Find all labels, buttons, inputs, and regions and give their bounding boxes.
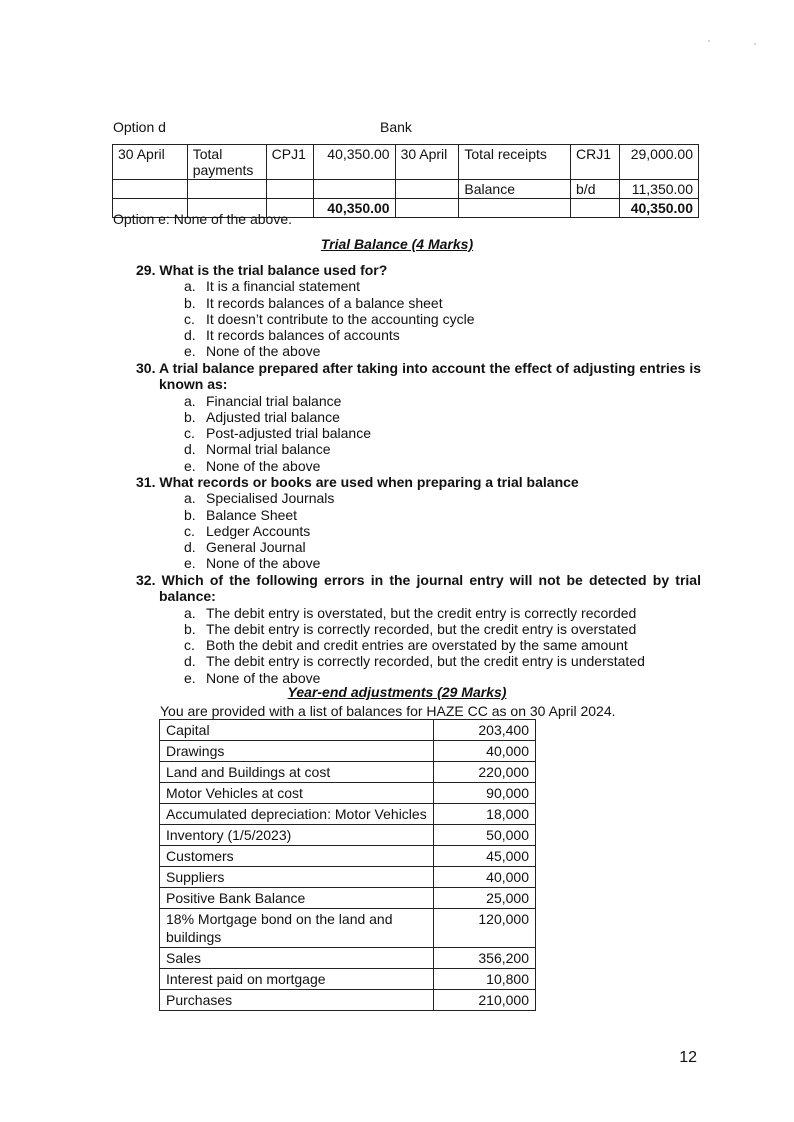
option-letter: c. <box>184 425 195 442</box>
table-row <box>160 783 536 804</box>
table-row <box>160 990 536 1011</box>
option-text: It records balances of accounts <box>206 327 400 344</box>
option-text: The debit entry is overstated, but the credit entry is correctly recorded <box>206 604 637 621</box>
balance-value: 203,400 <box>434 720 536 741</box>
answer-option <box>136 343 701 359</box>
option-letter: d. <box>184 327 196 344</box>
answer-option <box>136 393 701 409</box>
year-end-adjustments-heading: Year-end adjustments (29 Marks) <box>287 684 507 700</box>
balance-item: Land and Buildings at cost <box>160 762 434 783</box>
option-letter: b. <box>184 506 196 523</box>
option-letter: e. <box>184 457 196 474</box>
option-text: Financial trial balance <box>206 392 342 409</box>
answer-option <box>136 555 701 571</box>
option-text: Post-adjusted trial balance <box>206 425 371 442</box>
ledger-date: 30 April <box>395 145 459 180</box>
table-row <box>160 804 536 825</box>
balance-value: 50,000 <box>434 825 536 846</box>
option-text: Ledger Accounts <box>206 522 311 539</box>
balances-intro-text: You are provided with a list of balances for HAZE CC as on 30 April 2024. <box>160 703 616 719</box>
table-row <box>160 825 536 846</box>
answer-option <box>136 490 701 506</box>
question-text: 29. What is the trial balance used for? <box>136 262 388 278</box>
answer-option <box>136 278 701 294</box>
table-row <box>160 909 536 948</box>
option-text: It records balances of a balance sheet <box>206 294 443 311</box>
ledger-total: 40,350.00 <box>313 199 395 218</box>
option-text: None of the above <box>206 555 321 572</box>
answer-option <box>136 441 701 457</box>
balance-item: Sales <box>160 948 434 969</box>
question-text: 31. What records or books are used when preparing a trial balance <box>136 474 579 490</box>
balance-item: Purchases <box>160 990 434 1011</box>
question-29 <box>136 262 701 360</box>
balance-value: 45,000 <box>434 846 536 867</box>
option-letter: a. <box>184 490 196 507</box>
balance-value: 220,000 <box>434 762 536 783</box>
option-text: The debit entry is correctly recorded, but the credit entry is understated <box>206 653 645 670</box>
answer-option <box>136 507 701 523</box>
answer-option <box>136 653 701 669</box>
ledger-folio <box>571 199 620 218</box>
option-d-label: Option d <box>113 119 166 135</box>
question-text: 30. A trial balance prepared after taking into account the effect of adjusting entries is known as: <box>136 360 701 393</box>
balance-value: 210,000 <box>434 990 536 1011</box>
option-letter: e. <box>184 669 196 686</box>
option-text: None of the above <box>206 669 321 686</box>
option-letter: d. <box>184 441 196 458</box>
table-row <box>160 846 536 867</box>
option-text: It doesn’t contribute to the accounting cycle <box>206 310 475 327</box>
ledger-total: 40,350.00 <box>619 199 698 218</box>
question-32 <box>136 572 701 686</box>
ledger-folio: CPJ1 <box>266 145 313 180</box>
ledger-date <box>395 199 459 218</box>
option-letter: b. <box>184 294 196 311</box>
option-text: Both the debit and credit entries are overstated by the same amount <box>206 637 628 654</box>
balances-table <box>159 719 536 1011</box>
ledger-date <box>113 180 188 199</box>
balance-value: 120,000 <box>434 909 536 948</box>
table-row <box>160 969 536 990</box>
balance-value: 356,200 <box>434 948 536 969</box>
table-row <box>160 741 536 762</box>
option-letter: c. <box>184 522 195 539</box>
table-row <box>160 867 536 888</box>
page-number: 12 <box>679 1049 697 1066</box>
option-letter: e. <box>184 343 196 360</box>
balance-value: 25,000 <box>434 888 536 909</box>
ledger-details: Balance <box>459 180 571 199</box>
ledger-amount <box>313 180 395 199</box>
balance-value: 90,000 <box>434 783 536 804</box>
table-row <box>113 180 699 199</box>
option-text: Normal trial balance <box>206 441 331 458</box>
answer-option <box>136 621 701 637</box>
ledger-details <box>459 199 571 218</box>
option-letter: a. <box>184 604 196 621</box>
answer-option <box>136 295 701 311</box>
option-e-text: Option e: None of the above. <box>113 211 293 227</box>
option-letter: c. <box>184 310 195 327</box>
option-text: Specialised Journals <box>206 490 335 507</box>
answer-options <box>136 605 701 686</box>
answer-option <box>136 327 701 343</box>
bank-ledger-table <box>112 144 699 218</box>
option-letter: e. <box>184 555 196 572</box>
balance-item: Capital <box>160 720 434 741</box>
answer-option <box>136 458 701 474</box>
option-text: The debit entry is correctly recorded, but the credit entry is overstated <box>206 620 637 637</box>
table-row <box>160 948 536 969</box>
question-text: 32. Which of the following errors in the journal entry will not be detected by trial balance: <box>136 572 701 605</box>
table-row <box>160 762 536 783</box>
option-letter: d. <box>184 653 196 670</box>
ledger-date: 30 April <box>113 145 188 180</box>
option-letter: a. <box>184 392 196 409</box>
balance-item: 18% Mortgage bond on the land and buildings <box>160 909 434 948</box>
option-text: None of the above <box>206 343 321 360</box>
option-text: Balance Sheet <box>206 506 298 523</box>
trial-balance-heading: Trial Balance (4 Marks) <box>320 236 474 252</box>
ledger-folio: CRJ1 <box>571 145 620 180</box>
answer-options <box>136 278 701 359</box>
option-letter: c. <box>184 637 195 654</box>
option-letter: d. <box>184 539 196 556</box>
ledger-amount: 40,350.00 <box>313 145 395 180</box>
answer-option <box>136 539 701 555</box>
ledger-amount: 29,000.00 <box>619 145 698 180</box>
answer-option <box>136 311 701 327</box>
balance-value: 10,800 <box>434 969 536 990</box>
balance-item: Motor Vehicles at cost <box>160 783 434 804</box>
table-row <box>160 888 536 909</box>
answer-option <box>136 409 701 425</box>
balance-item: Accumulated depreciation: Motor Vehicles <box>160 804 434 825</box>
ledger-date <box>395 180 459 199</box>
ledger-amount: 11,350.00 <box>619 180 698 199</box>
table-row <box>113 145 699 180</box>
balance-item: Drawings <box>160 741 434 762</box>
option-text: None of the above <box>206 457 321 474</box>
balance-item: Interest paid on mortgage <box>160 969 434 990</box>
ledger-details: Total payments <box>187 145 266 180</box>
option-text: General Journal <box>206 539 306 556</box>
balance-item: Customers <box>160 846 434 867</box>
table-row <box>160 720 536 741</box>
ledger-folio <box>266 180 313 199</box>
ledger-details: Total receipts <box>459 145 571 180</box>
answer-options <box>136 490 701 571</box>
scan-speck <box>708 40 710 42</box>
option-text: Adjusted trial balance <box>206 408 340 425</box>
answer-option <box>136 425 701 441</box>
balance-value: 18,000 <box>434 804 536 825</box>
question-31 <box>136 474 701 572</box>
option-letter: b. <box>184 408 196 425</box>
answer-option <box>136 605 701 621</box>
answer-option <box>136 637 701 653</box>
option-letter: b. <box>184 620 196 637</box>
balance-value: 40,000 <box>434 741 536 762</box>
balance-value: 40,000 <box>434 867 536 888</box>
scan-speck <box>754 43 756 45</box>
option-letter: a. <box>184 278 196 295</box>
balance-item: Suppliers <box>160 867 434 888</box>
answer-options <box>136 393 701 474</box>
answer-option <box>136 523 701 539</box>
balance-item: Inventory (1/5/2023) <box>160 825 434 846</box>
ledger-details <box>187 180 266 199</box>
balance-item: Positive Bank Balance <box>160 888 434 909</box>
question-30 <box>136 360 701 474</box>
option-text: It is a financial statement <box>206 278 361 295</box>
bank-account-title: Bank <box>380 119 412 135</box>
ledger-folio: b/d <box>571 180 620 199</box>
